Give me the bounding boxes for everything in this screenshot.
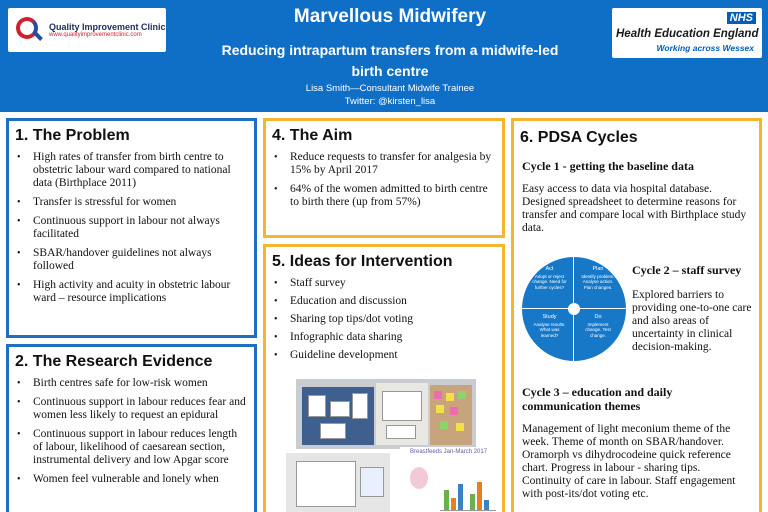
list-item: • Education and discussion [272, 295, 496, 308]
ideas-heading: 5. Ideas for Intervention [272, 253, 453, 270]
cycle2-text: Explored barriers to providing one-to-one care and also areas of uncertainty in clinical decision-making. [632, 289, 752, 353]
logo-left-name: Quality Improvement Clinic [49, 22, 166, 32]
list-item: • Continuous support in labour not always facilitated [15, 215, 248, 241]
list-item: • SBAR/handover guidelines not always followed [15, 247, 248, 273]
nhs-badge: NHS [727, 12, 756, 24]
poster-subtitle: Reducing intrapartum transfers from a midwife-led birth centre [221, 42, 559, 79]
poster-title: Marvellous Midwifery [293, 6, 487, 27]
health-education-england-logo [612, 8, 762, 58]
cycle3-heading: Cycle 3 – education and daily communication themes [522, 385, 673, 413]
cycle1-text: Easy access to data via hospital database. Designed spreadsheet to determine reasons for transfer and compare local with Birthplace study data. [522, 183, 747, 234]
logo-left-url: www.qualityimprovementclinic.com [49, 32, 142, 38]
logo-right-name: Health Education England [616, 28, 759, 40]
poster-header [0, 0, 768, 112]
infographic-caption: Breastfeeds Jan-March 2017 [410, 449, 488, 455]
pdsa-act-quadrant: Act Adopt or reject change. Need for further cycles? [522, 257, 574, 309]
problem-heading: 1. The Problem [15, 127, 130, 144]
aim-panel [263, 118, 505, 238]
whiteboard-photo [286, 453, 390, 512]
problem-list [9, 151, 254, 305]
list-item: • Women feel vulnerable and lonely when [15, 473, 248, 486]
pdsa-study-quadrant: Study Analyse results. What was learned? [522, 309, 574, 361]
pdsa-cycle-diagram [522, 257, 626, 361]
author-name: Lisa Smith—Consultant Midwife Trainee [305, 83, 475, 94]
ideas-panel [263, 244, 505, 512]
list-item: • Continuous support in labour reduces fear and women less likely to request an epidural [15, 396, 248, 422]
noticeboard-photo [296, 379, 476, 449]
pdsa-plan-quadrant: Plan Identify problem. Analyse action. Plan changes. [574, 257, 626, 309]
author-twitter: Twitter: @kirsten_lisa [344, 96, 436, 107]
cycle2-heading: Cycle 2 – staff survey [632, 263, 742, 277]
list-item: • Birth centres safe for low-risk women [15, 377, 248, 390]
pdsa-panel [511, 118, 762, 512]
infographic-photo [400, 447, 500, 512]
list-item: • High activity and acuity in obstetric labour ward – resource implications [15, 279, 248, 305]
list-item: • 64% of the women admitted to birth centre to birth there (up from 57%) [272, 183, 496, 209]
list-item: • Staff survey [272, 277, 496, 290]
evidence-heading: 2. The Research Evidence [15, 353, 213, 370]
list-item: • Transfer is stressful for women [15, 196, 248, 209]
cycle3-section [514, 385, 759, 501]
evidence-list [9, 377, 254, 486]
pdsa-heading: 6. PDSA Cycles [520, 129, 638, 146]
cycle3-text: Management of light meconium theme of the week. Theme of month on SBAR/handover. Oramorph vs dihydrocodeine quick reference chart. Progress in labour - sharing tips. Continuity of care in labour. Staff engagement with post-its/dot voting etc. [522, 423, 736, 500]
list-item: • Sharing top tips/dot voting [272, 313, 496, 326]
list-item: • Guideline development [272, 349, 496, 362]
list-item: • Reduce requests to transfer for analgesia by 15% by April 2017 [272, 151, 496, 177]
cycle1-section [514, 159, 759, 235]
ideas-list [266, 277, 502, 362]
list-item: • High rates of transfer from birth centre to obstetric labour ward compared to national data (Birthplace 2011) [15, 151, 248, 190]
research-evidence-panel [6, 344, 257, 512]
pdsa-do-quadrant: Do Implement change. Test change. [574, 309, 626, 361]
list-item: • Continuous support in labour reduces length of labour, likelihood of caesarean section, instrumental delivery and low Apgar score [15, 428, 248, 467]
problem-panel [6, 118, 257, 338]
list-item: • Infographic data sharing [272, 331, 496, 344]
poster-author [180, 82, 600, 108]
aim-heading: 4. The Aim [272, 127, 353, 144]
logo-right-tagline: Working across Wessex [656, 43, 754, 53]
cycle1-heading: Cycle 1 - getting the baseline data [522, 159, 694, 173]
magnifier-logo-icon [14, 15, 44, 45]
quality-improvement-clinic-logo [8, 8, 166, 52]
aim-list [266, 151, 502, 209]
